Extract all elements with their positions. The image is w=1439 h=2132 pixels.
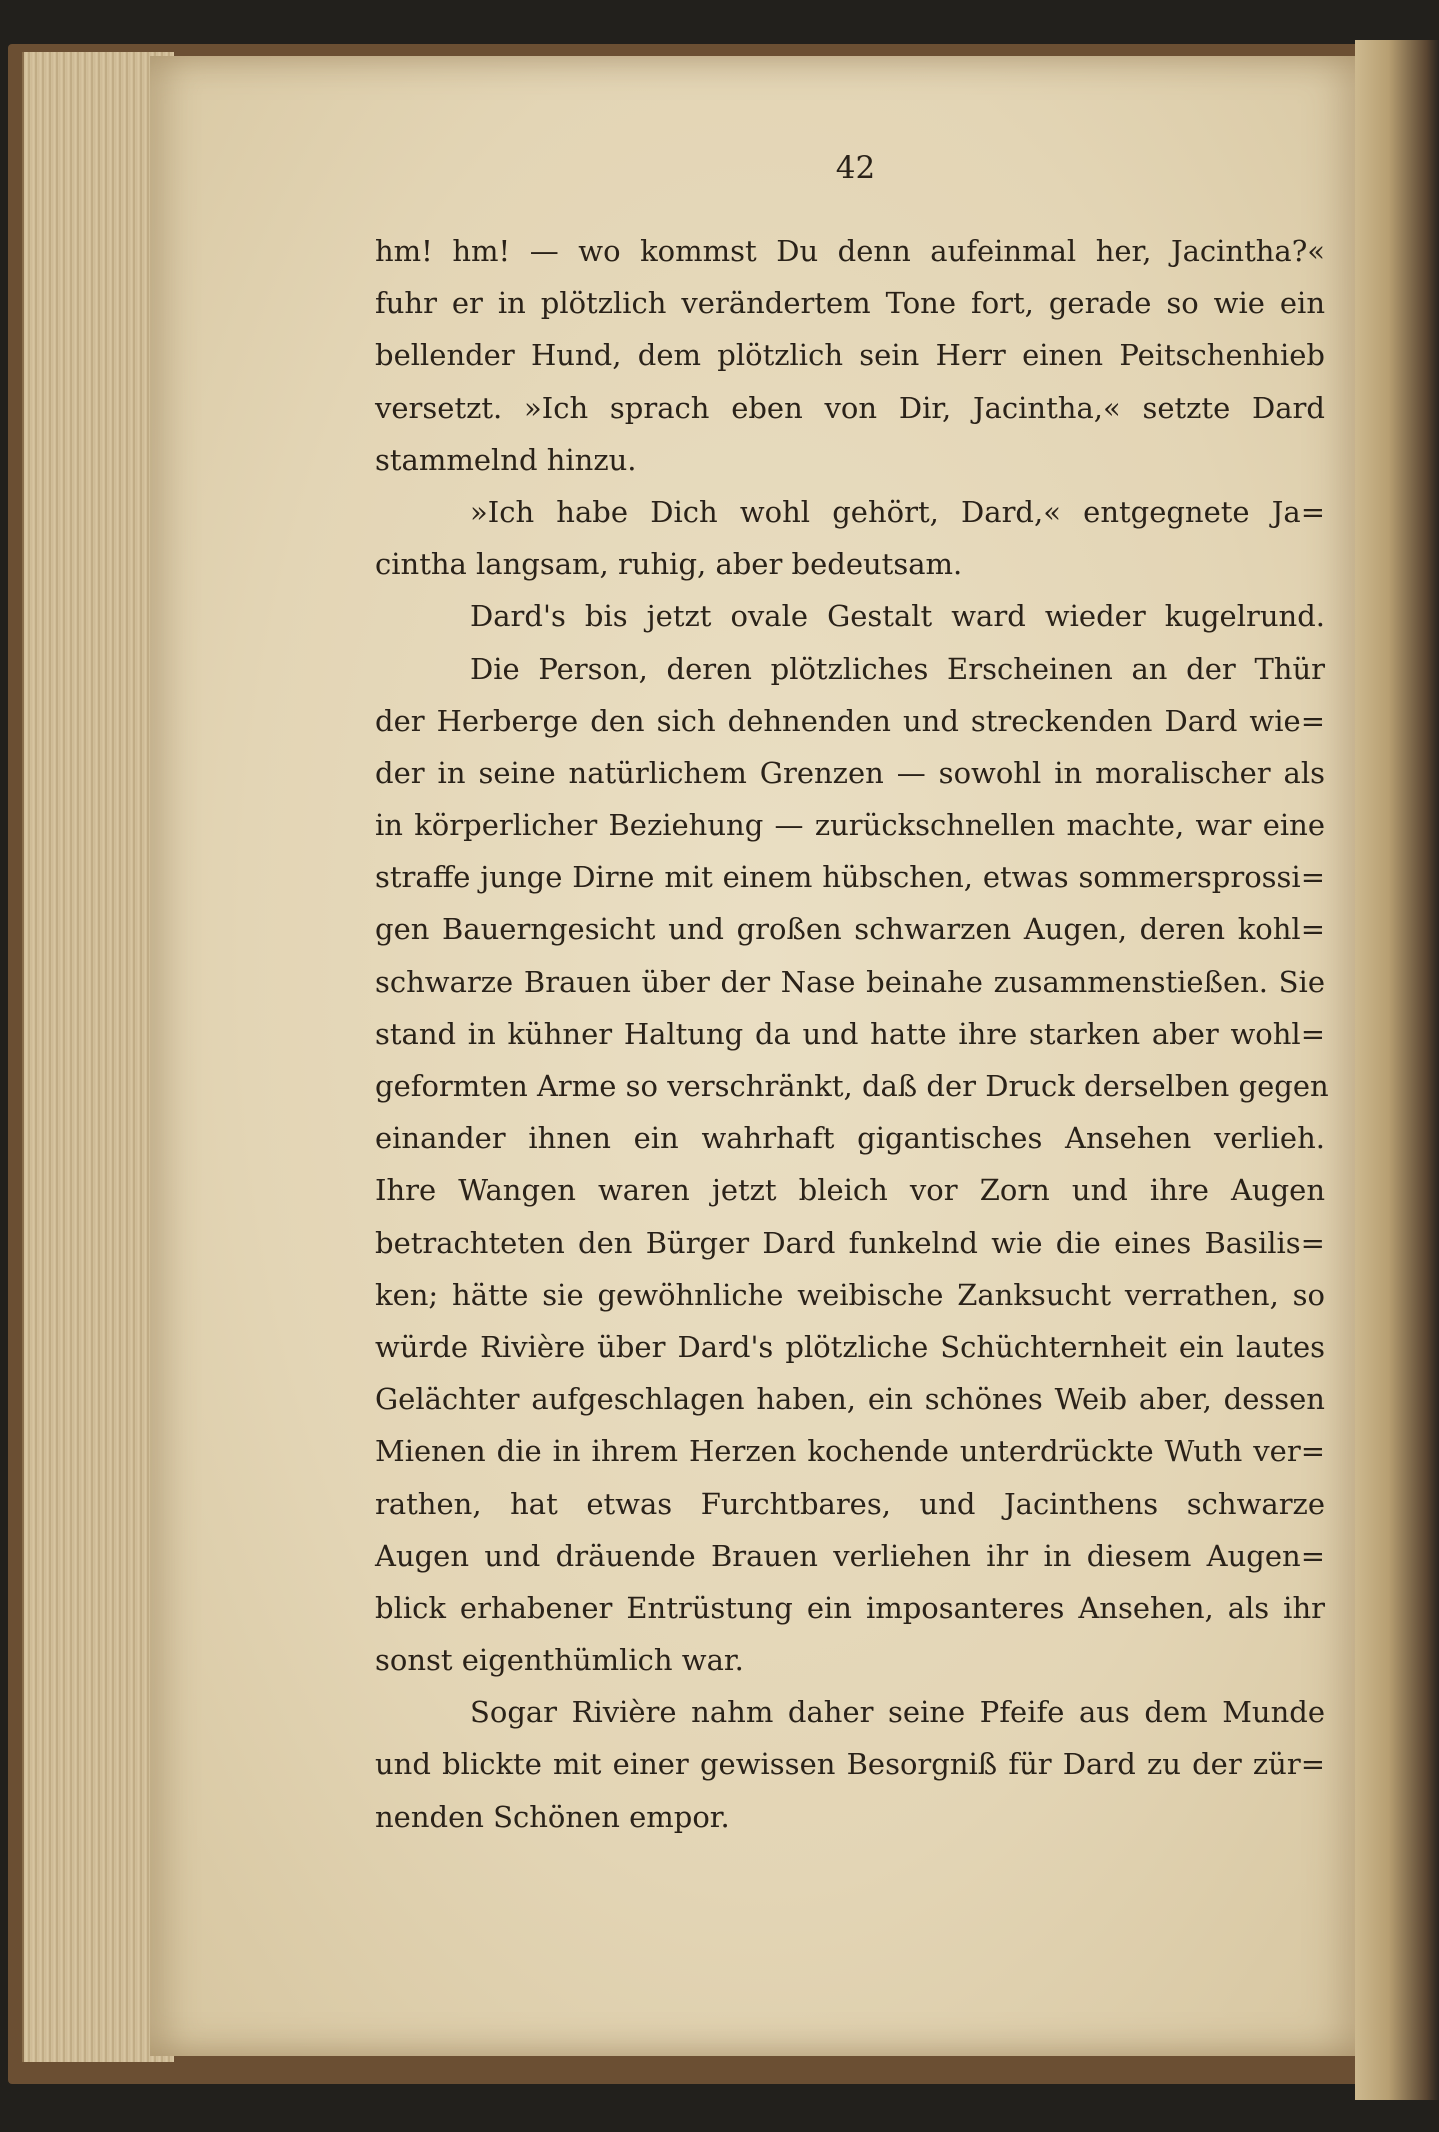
text-line: einander ihnen ein wahrhaft gigantisches Ansehen verlieh.	[375, 1121, 1325, 1156]
text-line: cintha langsam, ruhig, aber bedeutsam.	[375, 547, 963, 582]
text-line: stand in kühner Haltung da und hatte ihre starken aber wohl=	[375, 1016, 1325, 1051]
text-line: fuhr er in plötzlich verändertem Tone fort, gerade so wie ein	[375, 286, 1325, 321]
text-line: gen Bauerngesicht und großen schwarzen Augen, deren kohl=	[375, 912, 1325, 947]
text-line: Augen und dräuende Brauen verliehen ihr in diesem Augen=	[375, 1538, 1325, 1573]
text-line: Die Person, deren plötzliches Erscheinen an der Thür	[470, 651, 1325, 686]
text-line: sonst eigenthümlich war.	[375, 1643, 744, 1678]
text-line: Mienen die in ihrem Herzen kochende unterdrückte Wuth ver=	[375, 1434, 1325, 1469]
text-line: Sogar Rivière nahm daher seine Pfeife aus dem Munde	[470, 1695, 1325, 1730]
text-line: Dard's bis jetzt ovale Gestalt ward wieder kugelrund.	[470, 599, 1325, 634]
text-line: blick erhabener Entrüstung ein imposanteres Ansehen, als ihr	[375, 1590, 1325, 1625]
text-line: würde Rivière über Dard's plötzliche Schüchternheit ein lautes	[375, 1329, 1325, 1364]
book-gutter	[1355, 40, 1439, 2100]
text-line: in körperlicher Beziehung — zurückschnellen machte, war eine	[375, 808, 1325, 843]
text-line: »Ich habe Dich wohl gehört, Dard,« entgegnete Ja=	[470, 494, 1325, 529]
text-line: geformten Arme so verschränkt, daß der Druck derselben gegen	[375, 1069, 1329, 1103]
page-number-container	[0, 150, 1439, 186]
text-line: betrachteten den Bürger Dard funkelnd wie die eines Basilis=	[375, 1225, 1325, 1260]
body-text	[375, 225, 1329, 1843]
text-line: der in seine natürlichem Grenzen — sowohl in moralischer als	[375, 755, 1325, 790]
text-line: schwarze Brauen über der Nase beinahe zusammenstießen. Sie	[375, 964, 1325, 999]
text-line: der Herberge den sich dehnenden und streckenden Dard wie=	[375, 703, 1325, 738]
text-line: nenden Schönen empor.	[375, 1799, 730, 1834]
text-line: hm! hm! — wo kommst Du denn aufeinmal her, Jacintha?«	[375, 234, 1325, 268]
text-line: und blickte mit einer gewissen Besorgniß für Dard zu der zür=	[375, 1747, 1325, 1782]
text-line: stammelnd hinzu.	[375, 442, 637, 477]
text-line: Ihre Wangen waren jetzt bleich vor Zorn und ihre Augen	[375, 1173, 1325, 1208]
text-line: rathen, hat etwas Furchtbares, und Jacinthens schwarze	[375, 1486, 1325, 1521]
text-line: versetzt. »Ich sprach eben von Dir, Jacintha,« setzte Dard	[375, 390, 1325, 425]
page-number: 42	[835, 150, 876, 186]
text-line: ken; hätte sie gewöhnliche weibische Zanksucht verrathen, so	[375, 1277, 1325, 1312]
text-line: Gelächter aufgeschlagen haben, ein schönes Weib aber, dessen	[375, 1382, 1325, 1417]
text-line: straffe junge Dirne mit einem hübschen, etwas sommersprossi=	[375, 860, 1325, 895]
text-line: bellender Hund, dem plötzlich sein Herr einen Peitschenhieb	[375, 338, 1325, 373]
